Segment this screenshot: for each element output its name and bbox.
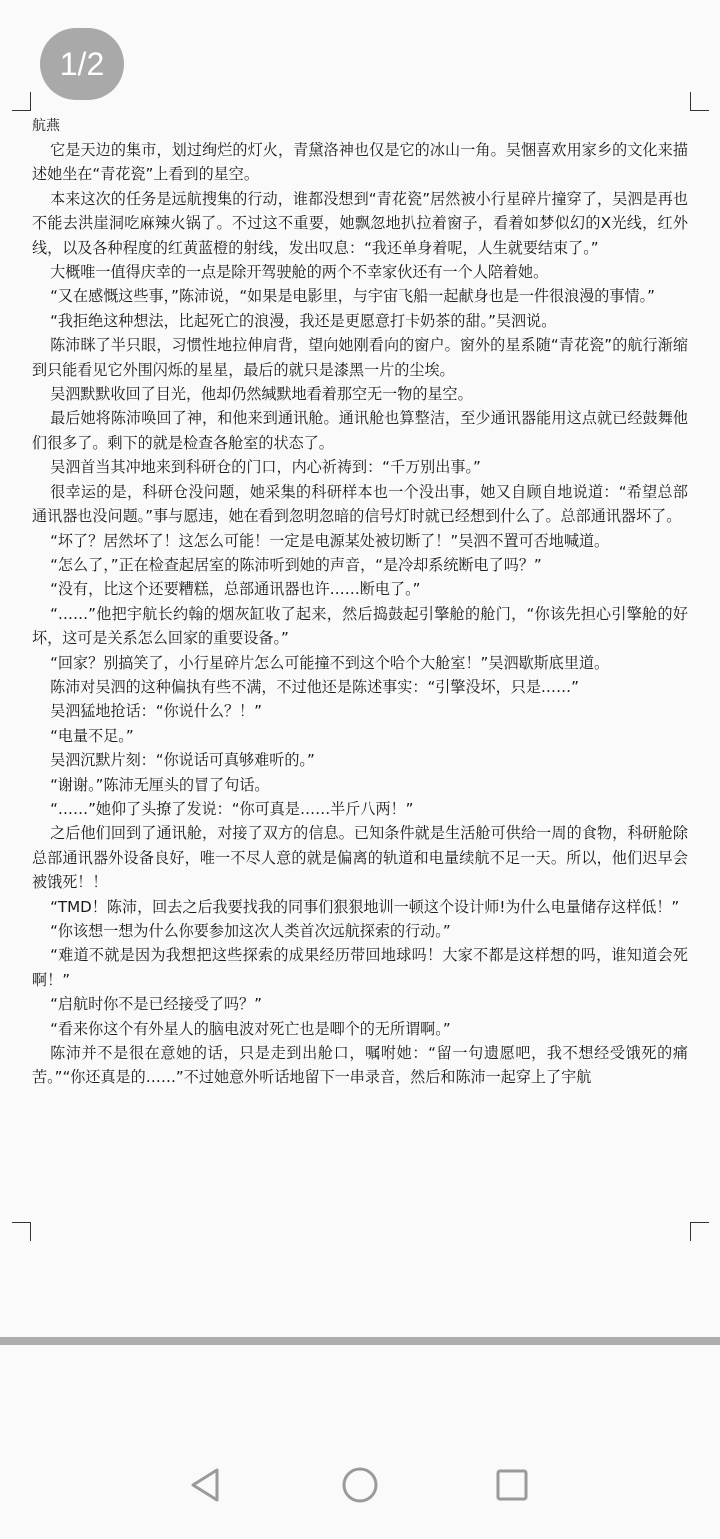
paragraph: 陈沛并不是很在意她的话，只是走到出舱口，嘱咐她：“留一句遗愿吧，我不想经受饿死的痛苦。”“你还真是的……”不过她意外听话地留下一串录音，然后和陈沛一起穿上了宇航: [32, 1044, 688, 1087]
crop-mark-bottom-right: [690, 1222, 709, 1241]
paragraph: 它是天边的集市，划过绚烂的灯火，青黛洛神也仅是它的冰山一角。吴悃喜欢用家乡的文化来描述她坐在“青花瓷”上看到的星空。: [32, 141, 688, 184]
paragraph: 很幸运的是，科研仓没问题，她采集的科研样本也一个没出事，她又自顾自地说道：“希望总部通讯器也没问题。”事与愿违，她在看到忽明忽暗的信号灯时就已经想到什么了。总部通讯器坏了。: [32, 482, 688, 526]
page-divider: [0, 1337, 720, 1345]
paragraph: 吴泗首当其冲地来到科研仓的门口，内心祈祷到：“千万别出事。”: [50, 458, 481, 477]
recent-apps-button[interactable]: [482, 1455, 542, 1515]
paragraph: 陈沛对吴泗的这种偏执有些不满，不过他还是陈述事实：“引擎没坏，只是……”: [50, 677, 579, 696]
crop-mark-top-right: [690, 92, 709, 111]
paragraph: 之后他们回到了通讯舱，对接了双方的信息。已知条件就是生活舱可供给一周的食物，科研舱除总部通讯器外设备良好，唯一不尽人意的就是偏离的轨道和电量续航不足一天。所以，他们迟早会被饿死！！: [32, 824, 688, 892]
paragraph: 吴泗猛地抢话：“你说什么？！”: [50, 702, 262, 721]
paragraph: “……”他把宇航长约翰的烟灰缸收了起来，然后捣鼓起引擎舱的舱门，“你该先担心引擎舱的好坏，这可是关系怎么回家的重要设备。”: [32, 604, 688, 648]
paragraph: 吴泗沉默片刻：“你说话可真够难听的。”: [50, 751, 315, 770]
paragraph: 最后她将陈沛唤回了神，和他来到通讯舱。通讯舱也算整洁，至少通讯器能用这点就已经鼓舞他们很多了。剩下的就是检查各舱室的状态了。: [32, 409, 688, 452]
system-navigation-bar: [0, 1455, 720, 1539]
back-button[interactable]: [176, 1455, 236, 1515]
paragraph: “回家？别搞笑了，小行星碎片怎么可能撞不到这个哈个大舱室！”吴泗歇斯底里道。: [50, 653, 610, 672]
paragraph: “你该想一想为什么你要参加这次人类首次远航探索的行动。”: [50, 922, 451, 940]
paragraph: “TMD！陈沛，回去之后我要找我的同事们狠狠地训一顿这个设计师!为什么电量储存这样低！”: [50, 897, 680, 916]
paragraph: 吴泗默默收回了目光，他却仍然缄默地看着那空无一物的星空。: [50, 385, 473, 404]
paragraph: “电量不足。”: [50, 726, 134, 745]
home-circle-icon: [340, 1465, 380, 1505]
paragraph: “没有，比这个还要糟糕，总部通讯器也许……断电了。”: [50, 580, 421, 599]
paragraph: “我拒绝这种想法，比起死亡的浪漫，我还是更愿意打卡奶茶的甜。”吴泗说。: [50, 311, 557, 330]
paragraph: 大概唯一值得庆幸的一点是除开驾驶舱的两个不幸家伙还有一个人陪着她。: [50, 263, 549, 282]
crop-mark-bottom-left: [12, 1222, 31, 1241]
crop-mark-top-left: [12, 92, 31, 111]
home-button[interactable]: [330, 1455, 390, 1515]
paragraph: 陈沛眯了半只眼，习惯性地拉伸肩背，望向她刚看向的窗户。窗外的星系随“青花瓷”的航行渐缩到只能看见它外围闪烁的星星，最后的就只是漆黑一片的尘埃。: [32, 336, 688, 379]
recent-square-icon: [494, 1467, 530, 1503]
paragraph: “启航时你不是已经接受了吗？”: [50, 995, 262, 1014]
paragraph: “谢谢。”陈沛无厘头的冒了句话。: [50, 775, 270, 794]
document-title: 航燕: [32, 118, 60, 134]
paragraph: “……”她仰了头撩了发说：“你可真是……半斤八两！”: [50, 799, 414, 818]
paragraph: “看来你这个有外星人的脑电波对死亡也是唧个的无所谓啊。”: [50, 1019, 451, 1038]
paragraph: “又在感慨这些事，”陈沛说，“如果是电影里，与宇宙飞船一起献身也是一件很浪漫的事情。”: [50, 287, 655, 306]
paragraph: “坏了？居然坏了！这怎么可能！一定是电源某处被切断了！”吴泗不置可否地喊道。: [50, 531, 610, 550]
paragraph: “怎么了，”正在检查起居室的陈沛听到她的声音，“是冷却系统断电了吗？”: [50, 555, 542, 574]
page-indicator: 1/2: [40, 28, 124, 100]
back-triangle-icon: [189, 1466, 223, 1504]
document-page[interactable]: [32, 114, 688, 1214]
paragraph: “难道不就是因为我想把这些探索的成果经历带回地球吗！大家不都是这样想的吗，谁知道会死啊！”: [32, 946, 688, 989]
paragraph: 本来这次的任务是远航搜集的行动，谁都没想到“青花瓷”居然被小行星碎片撞穿了，吴泗是再也不能去洪崖洞吃麻辣火锅了。不过这不重要，她飘忽地扒拉着窗子，看着如梦似幻的X光线，红外线，以及各种程度的红黄蓝橙的射线，发出叹息：“我还单身着呢，人生就要结束了。”: [32, 189, 688, 257]
